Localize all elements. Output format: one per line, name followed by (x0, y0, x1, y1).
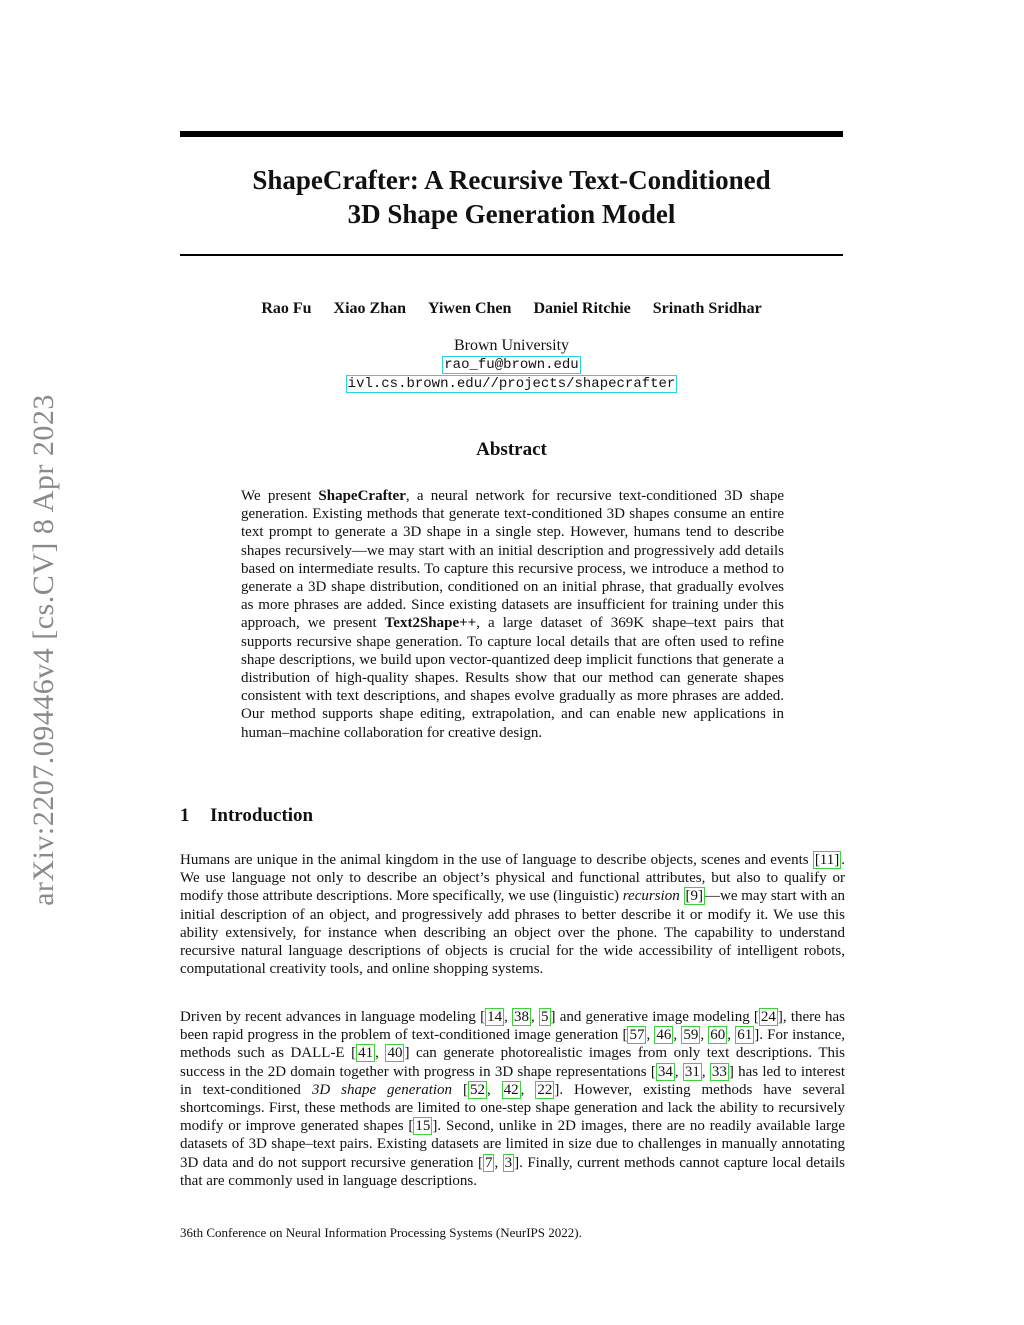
citation-link[interactable]: 14 (487, 1009, 503, 1025)
citation-link[interactable]: 61 (737, 1027, 753, 1044)
conference-footnote: 36th Conference on Neural Information Processing Systems (NeurIPS 2022). (180, 1225, 582, 1240)
citation-link[interactable]: 3 (504, 1154, 513, 1171)
citation-link[interactable]: 57 (629, 1027, 645, 1044)
contact-links (180, 356, 843, 394)
author-name: Daniel Ritchie (533, 300, 631, 317)
citation-link[interactable]: 41 (358, 1045, 374, 1062)
citation-link[interactable]: 59 (683, 1027, 699, 1044)
citation-link[interactable]: 34 (657, 1063, 673, 1080)
citation-link[interactable]: 40 (387, 1045, 403, 1062)
paper-title (180, 163, 843, 231)
author-name: Yiwen Chen (428, 300, 512, 317)
dataset-name: Text2Shape++ (384, 615, 477, 632)
author-name: Xiao Zhan (333, 300, 407, 317)
arxiv-identifier: arXiv:2207.09446v4 [cs.CV] 8 Apr 2023 (27, 394, 60, 906)
citation-link[interactable]: 24 (760, 1009, 776, 1025)
title-bottom-rule (180, 254, 843, 256)
citation-link[interactable]: 5 (541, 1009, 549, 1025)
citation-link[interactable]: 22 (537, 1081, 553, 1098)
title-line-2: 3D Shape Generation Model (347, 199, 676, 229)
citation-link[interactable]: [11] (814, 852, 840, 868)
citation-link[interactable]: 31 (684, 1063, 700, 1080)
title-line-1: ShapeCrafter: A Recursive Text-Conditioned (252, 165, 771, 195)
citation-link[interactable]: 52 (469, 1081, 485, 1098)
citation-link[interactable]: 46 (656, 1027, 672, 1044)
arxiv-identifier-stamp (20, 360, 68, 940)
abstract-heading: Abstract (476, 439, 547, 460)
intro-paragraph-1: Humans are unique in the animal kingdom in the use of language to describe objects, scenes and events [11] . We use language not only to describe an object’s physical and functional attributes, but also to qualify or modify those attribute descriptions. More specifically, we use (linguistic) recursion [9] —we may start with an initial description of an object, and progressively add phrases to better describe it or modify it. We use this ability extensively, for instance when describing an object over the phone. The capability to understand recursive natural language descriptions of objects is crucial for the wide accessibility of intelligent robots, computational creativity tools, and online shopping systems. (180, 852, 846, 978)
citation-link[interactable]: [9] (685, 888, 703, 905)
section-title: Introduction (210, 805, 314, 826)
email-link[interactable]: rao_fu@brown.edu (444, 357, 579, 373)
citation-link[interactable]: 38 (514, 1009, 530, 1025)
citation-link[interactable]: 60 (710, 1027, 726, 1044)
abstract-body: We present ShapeCrafter, a neural network for recursive text-conditioned 3D shape generation. Existing methods that generate text-conditioned 3D shapes consume an entire text prompt to generate a 3D shape in a single step. However, humans tend to describe shapes recursively—we may start with an initial description and progressively add details based on intermediate results. To capture this recursive process, we introduce a method to generate a 3D shape distribution, conditioned on an initial phrase, that gradually evolves as more phrases are added. Since existing datasets are insufficient for training under this approach, we present Text2Shape++, a large dataset of 369K shape–text pairs that supports recursive shape generation. To capture local details that are often used to refine shape descriptions, we build upon vector-quantized deep implicit functions that generate a distribution of high-quality shapes. Results show that our method can generate shapes consistent with text descriptions, and shapes evolve gradually as more phrases are added. Our method supports shape editing, extrapolation, and can enable new applications in human–machine collaboration for creative design. (241, 488, 784, 741)
section-heading-introduction (180, 805, 313, 827)
author-list (180, 300, 843, 318)
title-top-rule (180, 131, 843, 137)
citation-link[interactable]: 42 (503, 1081, 519, 1098)
affiliation: Brown University (453, 337, 570, 354)
author-name: Rao Fu (261, 300, 312, 317)
citation-link[interactable]: 7 (484, 1154, 493, 1171)
intro-paragraph-2: Driven by recent advances in language modeling [ 14 , 38 , 5 ] and generative image modeling [ 24 ], there has been rapid progress in the problem of text-conditioned image generation [ 57 , 46 , 59 , 60 , 61 ]. For instance, methods such as DALL-E [ 41 , 40 ] can generate photorealistic images from only text descriptions. This success in the 2D domain together with progress in 3D shape representations [ 34 , 31 , 33 ] has led to interest in text-conditioned 3D shape generation [ 52 , 42 , 22 ]. However, existing methods have several shortcomings. First, these methods are limited to one-step shape generation and lack the ability to recursively modify or improve generated shapes [ 15 ]. Second, unlike in 2D images, there are no readily available large datasets of 3D shape–text pairs. Existing datasets are limited in size due to challenges in manually annotating 3D data and do not support recursive generation [ 7 , 3 ]. Finally, current methods cannot capture local details that are commonly used in language descriptions. (180, 1009, 846, 1189)
project-page-link[interactable]: ivl.cs.brown.edu//projects/shapecrafter (347, 376, 676, 392)
section-number: 1 (180, 805, 190, 826)
citation-link[interactable]: 15 (415, 1118, 431, 1135)
method-name: ShapeCrafter (318, 488, 406, 504)
citation-link[interactable]: 33 (711, 1063, 727, 1080)
author-name: Srinath Sridhar (652, 300, 762, 317)
